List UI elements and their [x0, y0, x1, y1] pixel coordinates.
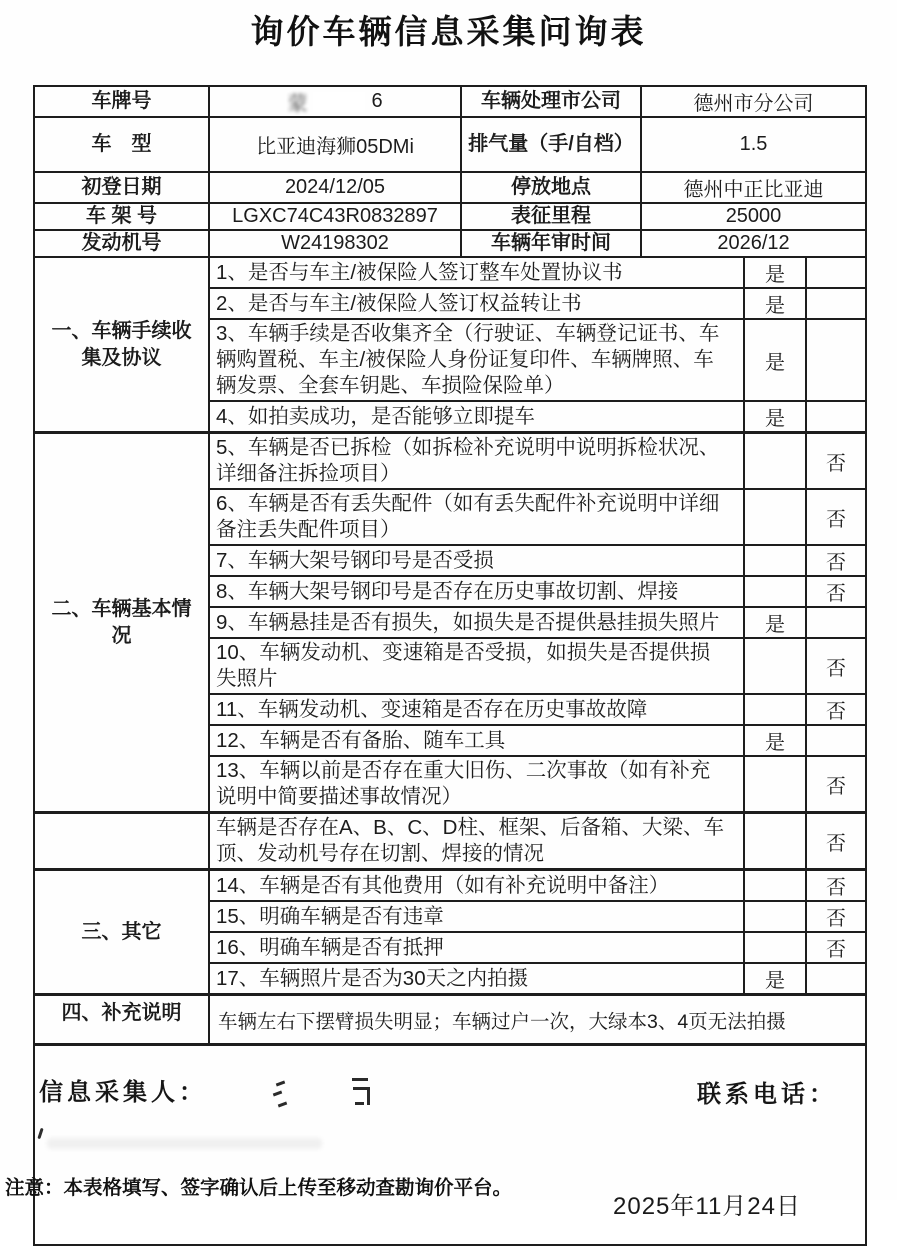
handling-company-value: 德州市分公司	[641, 86, 866, 117]
question-cell: 5、车辆是否已拆检（如拆检补充说明中说明拆检状况、详细备注拆捡项目）	[209, 433, 744, 490]
section-label-others: 三、其它	[34, 870, 209, 995]
question-cell: 10、车辆发动机、变速箱是否受损，如损失是否提供损失照片	[209, 638, 744, 694]
question-cell: 3、车辆手续是否收集齐全（行驶证、车辆登记证书、车辆购置税、车主/被保险人身份证复印件、车辆牌照、车辆发票、全套车钥匙、车损险保险单）	[209, 319, 744, 401]
info-row-vin	[34, 203, 866, 230]
no-cell: 否	[806, 489, 866, 545]
plate-visible-end: 6	[371, 90, 383, 112]
label-inspection-due: 车辆年审时间	[461, 230, 641, 257]
no-cell: 否	[806, 694, 866, 725]
signature-block-row	[34, 1045, 866, 1245]
collector-label: 信息采集人：	[39, 1079, 207, 1106]
question-cell: 15、明确车辆是否有违章	[209, 901, 744, 932]
label-odometer: 表征里程	[461, 203, 641, 230]
info-row-engine-no	[34, 230, 866, 257]
section-label-procedures: 一、车辆手续收集及协议	[34, 257, 209, 433]
no-cell: 否	[806, 932, 866, 963]
info-row-plate	[34, 86, 866, 117]
question-cell: 6、车辆是否有丢失配件（如有丢失配件补充说明中详细备注丢失配件项目）	[209, 489, 744, 545]
question-cell: 16、明确车辆是否有抵押	[209, 932, 744, 963]
question-cell: 17、车辆照片是否为30天之内拍摄	[209, 963, 744, 995]
page-title: 询价车辆信息采集问询表	[250, 13, 647, 50]
label-displacement: 排气量（手/自档）	[461, 117, 641, 172]
question-row	[34, 870, 866, 902]
engine-no-value: W24198302	[209, 230, 461, 257]
yes-cell	[744, 694, 806, 725]
signature-date: 2025年11月24日	[613, 1193, 801, 1220]
question-cell: 车辆是否存在A、B、C、D柱、框架、后备箱、大梁、车顶、发动机号存在切割、焊接的情况	[209, 813, 744, 870]
yes-cell	[744, 901, 806, 932]
section-label-empty	[34, 813, 209, 870]
license-plate-value	[209, 86, 461, 117]
plate-visible-start: 蒙	[287, 93, 308, 115]
no-cell	[806, 257, 866, 288]
signature-redacted-mark-1	[272, 1080, 290, 1110]
question-cell: 11、车辆发动机、变速箱是否存在历史事故故障	[209, 694, 744, 725]
section-label-basic-condition: 二、车辆基本情况	[34, 433, 209, 813]
phone-label: 联系电话：	[697, 1081, 837, 1108]
question-cell: 9、车辆悬挂是否有损失，如损失是否提供悬挂损失照片	[209, 607, 744, 638]
yes-cell: 是	[744, 319, 806, 401]
no-cell: 否	[806, 813, 866, 870]
license-plate-composite	[212, 87, 458, 116]
no-cell: 否	[806, 870, 866, 902]
no-cell	[806, 725, 866, 756]
yes-cell	[744, 638, 806, 694]
no-cell: 否	[806, 576, 866, 607]
question-cell: 2、是否与车主/被保险人签订权益转让书	[209, 288, 744, 319]
displacement-value: 1.5	[641, 117, 866, 172]
yes-cell	[744, 489, 806, 545]
question-cell: 13、车辆以前是否存在重大旧伤、二次事故（如有补充说明中简要描述事故情况）	[209, 756, 744, 813]
question-cell: 8、车辆大架号钢印号是否存在历史事故切割、焊接	[209, 576, 744, 607]
label-license-plate: 车牌号	[34, 86, 209, 117]
odometer-value: 25000	[641, 203, 866, 230]
supplement-row	[34, 995, 866, 1045]
yes-cell	[744, 576, 806, 607]
question-row	[34, 257, 866, 288]
label-parking-location: 停放地点	[461, 172, 641, 203]
no-cell: 否	[806, 545, 866, 576]
stray-pen-mark	[37, 1128, 43, 1139]
info-row-model	[34, 117, 866, 172]
label-vehicle-model: 车 型	[34, 117, 209, 172]
yes-cell: 是	[744, 607, 806, 638]
no-cell	[806, 288, 866, 319]
no-cell	[806, 607, 866, 638]
yes-cell	[744, 433, 806, 490]
no-cell	[806, 319, 866, 401]
supplement-content: 车辆左右下摆臂损失明显；车辆过户一次，大绿本3、4页无法拍摄	[209, 995, 866, 1045]
yes-cell	[744, 756, 806, 813]
yes-cell	[744, 932, 806, 963]
inspection-due-value: 2026/12	[641, 230, 866, 257]
yes-cell: 是	[744, 725, 806, 756]
yes-cell	[744, 813, 806, 870]
signature-redacted-mark-2	[351, 1078, 371, 1112]
yes-cell: 是	[744, 288, 806, 319]
vehicle-model-value: 比亚迪海狮05DMi	[209, 117, 461, 172]
question-cell: 4、如拍卖成功，是否能够立即提车	[209, 401, 744, 433]
question-cell: 12、车辆是否有备胎、随车工具	[209, 725, 744, 756]
signature-block	[34, 1045, 866, 1245]
question-cell: 1、是否与车主/被保险人签订整车处置协议书	[209, 257, 744, 288]
yes-cell: 是	[744, 963, 806, 995]
yes-cell: 是	[744, 401, 806, 433]
erased-text-smudge	[47, 1138, 322, 1149]
label-engine-no: 发动机号	[34, 230, 209, 257]
label-first-registration: 初登日期	[34, 172, 209, 203]
question-row	[34, 813, 866, 870]
plate-redaction-block	[313, 92, 365, 112]
no-cell: 否	[806, 756, 866, 813]
question-cell: 7、车辆大架号钢印号是否受损	[209, 545, 744, 576]
no-cell: 否	[806, 901, 866, 932]
question-row	[34, 433, 866, 490]
question-cell: 14、车辆是否有其他费用（如有补充说明中备注）	[209, 870, 744, 902]
vehicle-info-table	[33, 85, 867, 1246]
no-cell	[806, 401, 866, 433]
no-cell: 否	[806, 433, 866, 490]
first-registration-value: 2024/12/05	[209, 172, 461, 203]
label-vin: 车 架 号	[34, 203, 209, 230]
vin-value: LGXC74C43R0832897	[209, 203, 461, 230]
footer-note: 注意：本表格填写、签字确认后上传至移动查勘询价平台。	[5, 1177, 513, 1199]
yes-cell: 是	[744, 257, 806, 288]
section-label-supplement: 四、补充说明	[34, 995, 209, 1045]
label-handling-company: 车辆处理市公司	[461, 86, 641, 117]
yes-cell	[744, 545, 806, 576]
parking-location-value: 德州中正比亚迪	[641, 172, 866, 203]
no-cell: 否	[806, 638, 866, 694]
no-cell	[806, 963, 866, 995]
info-row-first-registration	[34, 172, 866, 203]
yes-cell	[744, 870, 806, 902]
